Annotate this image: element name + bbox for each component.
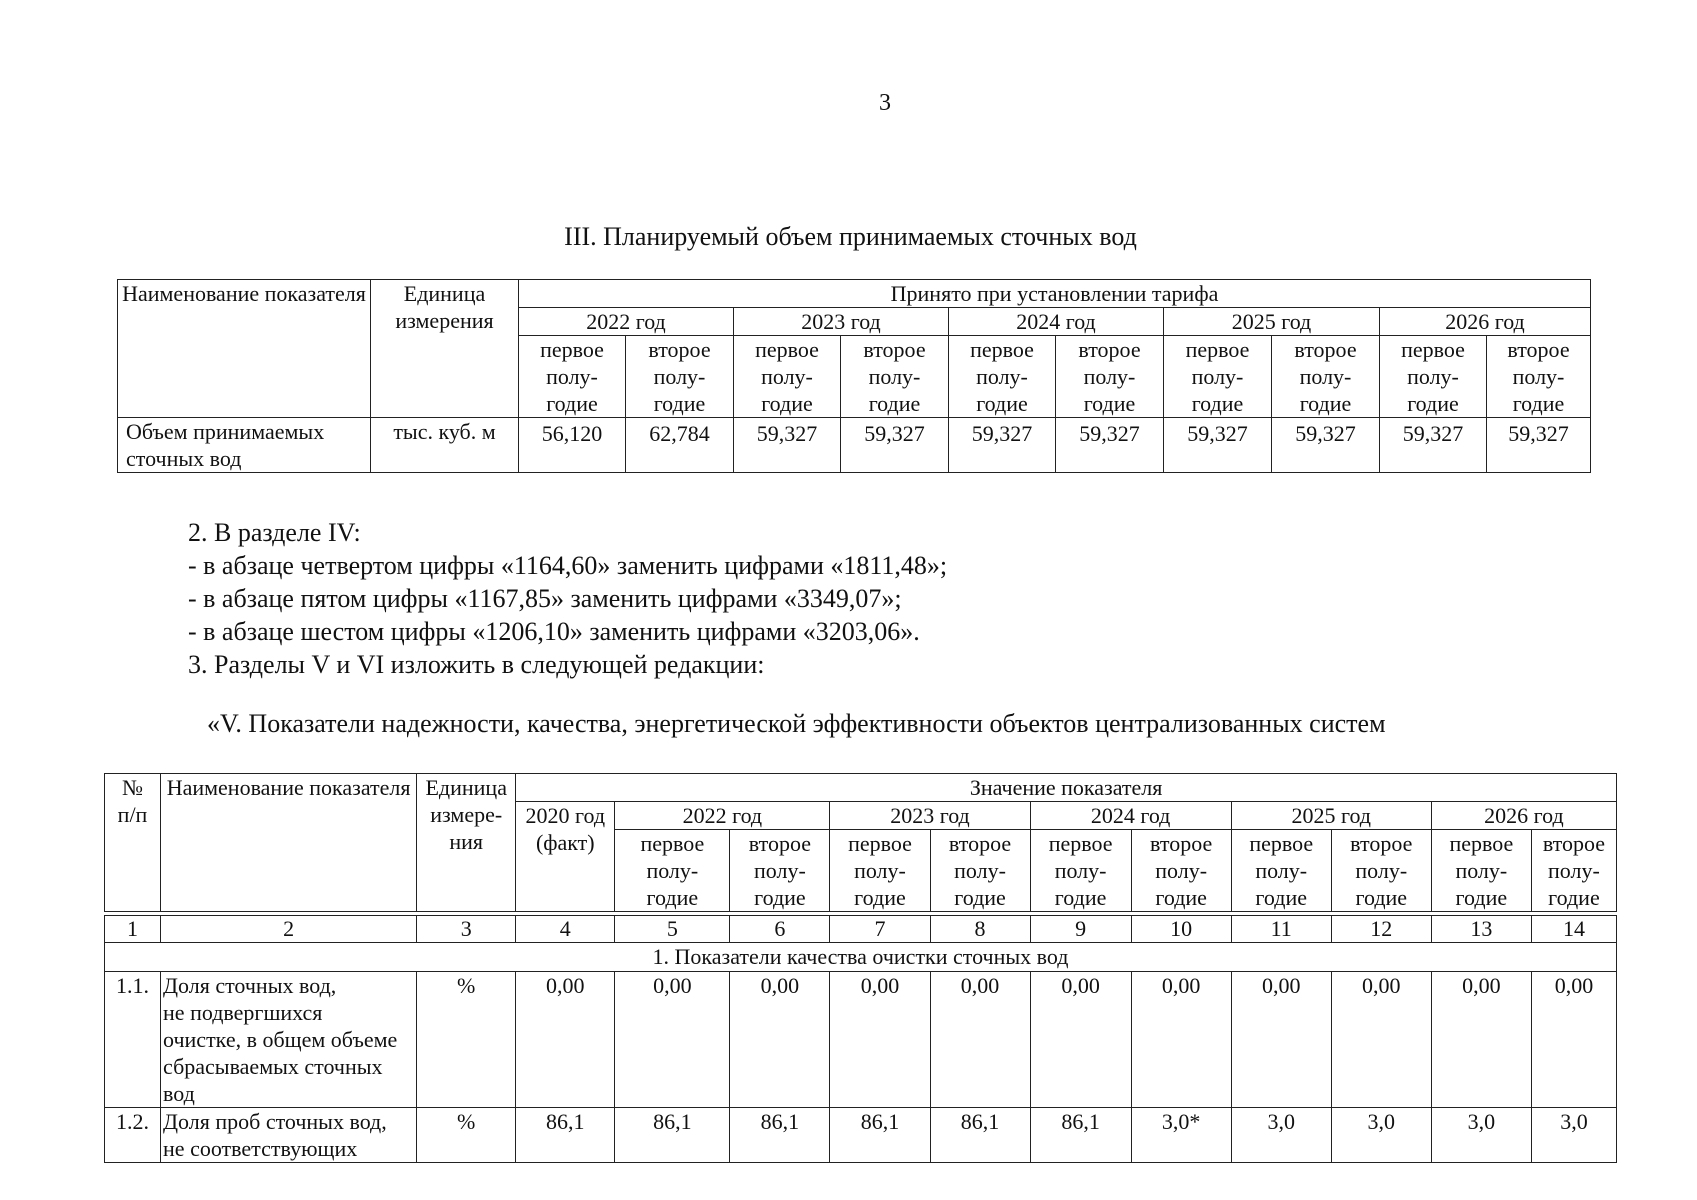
header-half-second: второе полу- годие (626, 336, 734, 418)
header-unit: Единица измере- ния (417, 774, 516, 912)
value-cell: 86,1 (516, 1108, 615, 1163)
value-cell: 86,1 (830, 1108, 930, 1163)
header-half-second: второе полу- годие (1531, 830, 1616, 912)
header-half-second: второе полу- годие (1056, 336, 1164, 418)
value-cell: 59,327 (1056, 418, 1164, 473)
column-number: 8 (930, 916, 1030, 943)
table-row (105, 1108, 1617, 1163)
header-year: 2023 год (734, 308, 949, 336)
header-half-first: первое полу- годие (1030, 830, 1131, 912)
header-num: № п/п (105, 774, 161, 912)
column-number: 5 (615, 916, 730, 943)
value-cell: 59,327 (1487, 418, 1591, 473)
column-number: 7 (830, 916, 930, 943)
header-year: 2022 год (615, 802, 830, 830)
header-year: 2023 год (830, 802, 1030, 830)
column-number: 6 (730, 916, 830, 943)
column-number: 9 (1030, 916, 1131, 943)
column-number: 14 (1531, 916, 1616, 943)
header-half-first: первое полу- годие (615, 830, 730, 912)
row-name: Доля сточных вод, не подвергшихся очистке, в общем объеме сбрасываемых сточных вод (161, 972, 417, 1108)
header-half-second: второе полу- годие (730, 830, 830, 912)
header-half-second: второе полу- годие (1272, 336, 1380, 418)
group-title: 1. Показатели качества очистки сточных вод (105, 943, 1617, 972)
section3-title: III. Планируемый объем принимаемых сточных вод (564, 222, 1137, 251)
value-cell: 0,00 (730, 972, 830, 1108)
value-cell: 3,0 (1431, 1108, 1531, 1163)
header-name: Наименование показателя (161, 774, 417, 912)
row-name: Объем принимаемых сточных вод (118, 418, 371, 473)
header-half-first: первое полу- годие (519, 336, 626, 418)
column-number: 10 (1131, 916, 1231, 943)
header-year: 2026 год (1380, 308, 1591, 336)
value-cell: 0,00 (516, 972, 615, 1108)
header-half-second: второе полу- годие (1131, 830, 1231, 912)
value-cell: 59,327 (1164, 418, 1272, 473)
header-half-first: первое полу- годие (949, 336, 1056, 418)
header-half-first: первое полу- годие (1231, 830, 1331, 912)
header-half-first: первое полу- годие (1380, 336, 1487, 418)
amendment-line: 3. Разделы V и VI изложить в следующей редакции: (188, 650, 765, 679)
table-row (105, 972, 1617, 1108)
column-numbers-row (105, 916, 1617, 943)
value-cell: 0,00 (1331, 972, 1431, 1108)
header-half-first: первое полу- годие (1431, 830, 1531, 912)
column-number: 1 (105, 916, 161, 943)
row-unit: % (417, 972, 516, 1108)
value-cell: 86,1 (1030, 1108, 1131, 1163)
value-cell: 0,00 (1431, 972, 1531, 1108)
value-cell: 86,1 (730, 1108, 830, 1163)
indicators-table (104, 773, 1617, 1163)
amendment-line: 2. В разделе IV: (188, 518, 361, 547)
header-half-second: второе полу- годие (841, 336, 949, 418)
row-unit: тыс. куб. м (371, 418, 519, 473)
header-year: 2025 год (1231, 802, 1431, 830)
header-year: 2022 год (519, 308, 734, 336)
column-number: 3 (417, 916, 516, 943)
amendment-line: - в абзаце пятом цифры «1167,85» заменить цифрами «3349,07»; (188, 584, 902, 613)
header-unit: Единица измерения (371, 280, 519, 418)
value-cell: 0,00 (830, 972, 930, 1108)
row-number: 1.2. (105, 1108, 161, 1163)
page-number: 3 (879, 90, 891, 116)
value-cell: 86,1 (615, 1108, 730, 1163)
value-cell: 0,00 (1231, 972, 1331, 1108)
header-year: 2025 год (1164, 308, 1380, 336)
table-row (118, 418, 1591, 473)
value-cell: 86,1 (930, 1108, 1030, 1163)
value-cell: 62,784 (626, 418, 734, 473)
amendment-line: - в абзаце четвертом цифры «1164,60» заменить цифрами «1811,48»; (188, 551, 948, 580)
column-number: 11 (1231, 916, 1331, 943)
value-cell: 0,00 (1531, 972, 1616, 1108)
header-fact: 2020 год (факт) (516, 802, 615, 912)
column-number: 12 (1331, 916, 1431, 943)
header-half-first: первое полу- годие (830, 830, 930, 912)
header-year: 2026 год (1431, 802, 1616, 830)
row-unit: % (417, 1108, 516, 1163)
value-cell: 0,00 (1030, 972, 1131, 1108)
header-half-second: второе полу- годие (1487, 336, 1591, 418)
value-cell: 59,327 (841, 418, 949, 473)
header-half-second: второе полу- годие (930, 830, 1030, 912)
value-cell: 3,0 (1231, 1108, 1331, 1163)
section5-title: «V. Показатели надежности, качества, энергетической эффективности объектов централизованных систем (207, 709, 1386, 738)
value-cell: 59,327 (734, 418, 841, 473)
header-group: Значение показателя (516, 774, 1617, 802)
header-group: Принято при установлении тарифа (519, 280, 1591, 308)
header-year: 2024 год (949, 308, 1164, 336)
row-number: 1.1. (105, 972, 161, 1108)
row-name: Доля проб сточных вод, не соответствующих (161, 1108, 417, 1163)
value-cell: 0,00 (930, 972, 1030, 1108)
wastewater-volume-table (117, 279, 1591, 473)
value-cell: 3,0 (1331, 1108, 1431, 1163)
header-half-second: второе полу- годие (1331, 830, 1431, 912)
value-cell: 3,0 (1531, 1108, 1616, 1163)
value-cell: 59,327 (1380, 418, 1487, 473)
amendments-text (188, 516, 947, 681)
header-half-first: первое полу- годие (1164, 336, 1272, 418)
header-year: 2024 год (1030, 802, 1231, 830)
column-number: 4 (516, 916, 615, 943)
column-number: 13 (1431, 916, 1531, 943)
column-number: 2 (161, 916, 417, 943)
value-cell: 0,00 (1131, 972, 1231, 1108)
amendment-line: - в абзаце шестом цифры «1206,10» заменить цифрами «3203,06». (188, 617, 920, 646)
value-cell: 56,120 (519, 418, 626, 473)
value-cell: 0,00 (615, 972, 730, 1108)
value-cell: 59,327 (1272, 418, 1380, 473)
header-name: Наименование показателя (118, 280, 371, 418)
value-cell: 3,0* (1131, 1108, 1231, 1163)
value-cell: 59,327 (949, 418, 1056, 473)
header-half-first: первое полу- годие (734, 336, 841, 418)
